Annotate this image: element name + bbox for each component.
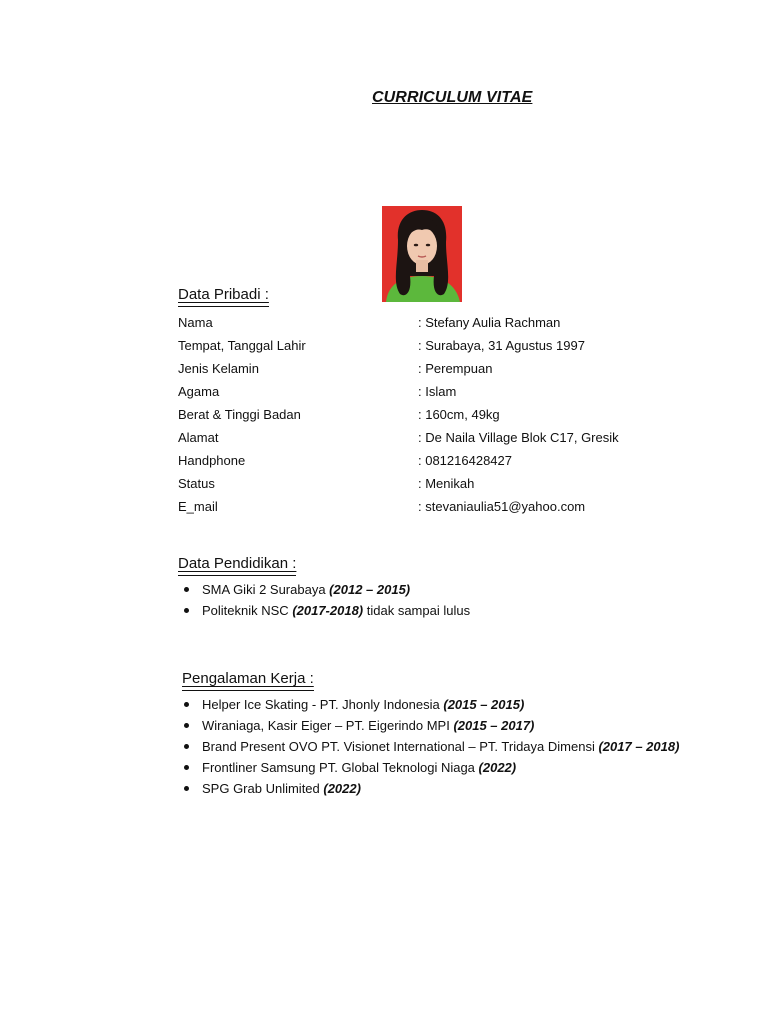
experience-years: (2022) [323, 781, 361, 796]
education-school: SMA Giki 2 Surabaya [202, 582, 330, 597]
experience-years: (2022) [478, 760, 517, 775]
education-heading: Data Pendidikan : [178, 555, 297, 572]
experience-role: Frontliner Samsung PT. Global Teknologi Niaga [202, 760, 479, 775]
document-title: CURRICULUM VITAE [372, 89, 533, 106]
bullet-icon [184, 587, 189, 592]
info-label: Agama [178, 384, 220, 399]
info-label: Jenis Kelamin [178, 361, 259, 376]
personal-data-heading: Data Pribadi : [178, 286, 269, 303]
list-item [180, 715, 680, 736]
info-value: : 081216428427 [418, 453, 512, 468]
info-value: : Perempuan [418, 361, 493, 376]
info-row-gender [178, 361, 698, 384]
info-label: Alamat [178, 430, 219, 445]
education-years: (2017-2018) [292, 603, 364, 618]
experience-list [180, 694, 680, 799]
info-row-phone [178, 453, 698, 476]
experience-role: Brand Present OVO PT. Visionet International – PT. Tridaya Dimensi [202, 739, 599, 754]
info-value: : Islam [418, 384, 457, 399]
info-value: : Menikah [418, 476, 475, 491]
portrait-photo-icon [382, 206, 462, 302]
experience-years: (2015 – 2017) [453, 718, 535, 733]
bullet-icon [184, 744, 189, 749]
bullet-icon [184, 723, 189, 728]
list-item [180, 579, 470, 600]
list-item [180, 778, 680, 799]
list-item [180, 600, 470, 621]
experience-role: Helper Ice Skating - PT. Jhonly Indonesia [202, 697, 444, 712]
info-value: : Stefany Aulia Rachman [418, 315, 561, 330]
info-value: : 160cm, 49kg [418, 407, 500, 422]
info-row-status [178, 476, 698, 499]
info-value: : Surabaya, 31 Agustus 1997 [418, 338, 585, 353]
education-note: tidak sampai lulus [363, 603, 471, 618]
experience-years: (2017 – 2018) [598, 739, 680, 754]
info-row-body [178, 407, 698, 430]
profile-photo [382, 206, 462, 302]
info-label: Status [178, 476, 215, 491]
experience-role: Wiraniaga, Kasir Eiger – PT. Eigerindo MPI [202, 718, 454, 733]
list-item [180, 736, 680, 757]
list-item [180, 757, 680, 778]
info-label: E_mail [178, 499, 218, 514]
education-years: (2012 – 2015) [329, 582, 411, 597]
bullet-icon [184, 608, 189, 613]
info-label: Handphone [178, 453, 246, 468]
education-list [180, 579, 470, 621]
info-value: : De Naila Village Blok C17, Gresik [418, 430, 619, 445]
list-item [180, 694, 680, 715]
info-row-address [178, 430, 698, 453]
info-row-birth [178, 338, 698, 361]
bullet-icon [184, 702, 189, 707]
experience-role: SPG Grab Unlimited [202, 781, 324, 796]
info-label: Tempat, Tanggal Lahir [178, 338, 306, 353]
info-label: Nama [178, 315, 213, 330]
info-label: Berat & Tinggi Badan [178, 407, 301, 422]
info-row-nama [178, 315, 698, 338]
info-value: : stevaniaulia51@yahoo.com [418, 499, 586, 514]
experience-heading: Pengalaman Kerja : [182, 670, 314, 687]
info-row-religion [178, 384, 698, 407]
education-school: Politeknik NSC [202, 603, 293, 618]
personal-data-table [178, 315, 698, 522]
info-row-email [178, 499, 698, 522]
bullet-icon [184, 786, 189, 791]
experience-years: (2015 – 2015) [443, 697, 525, 712]
bullet-icon [184, 765, 189, 770]
